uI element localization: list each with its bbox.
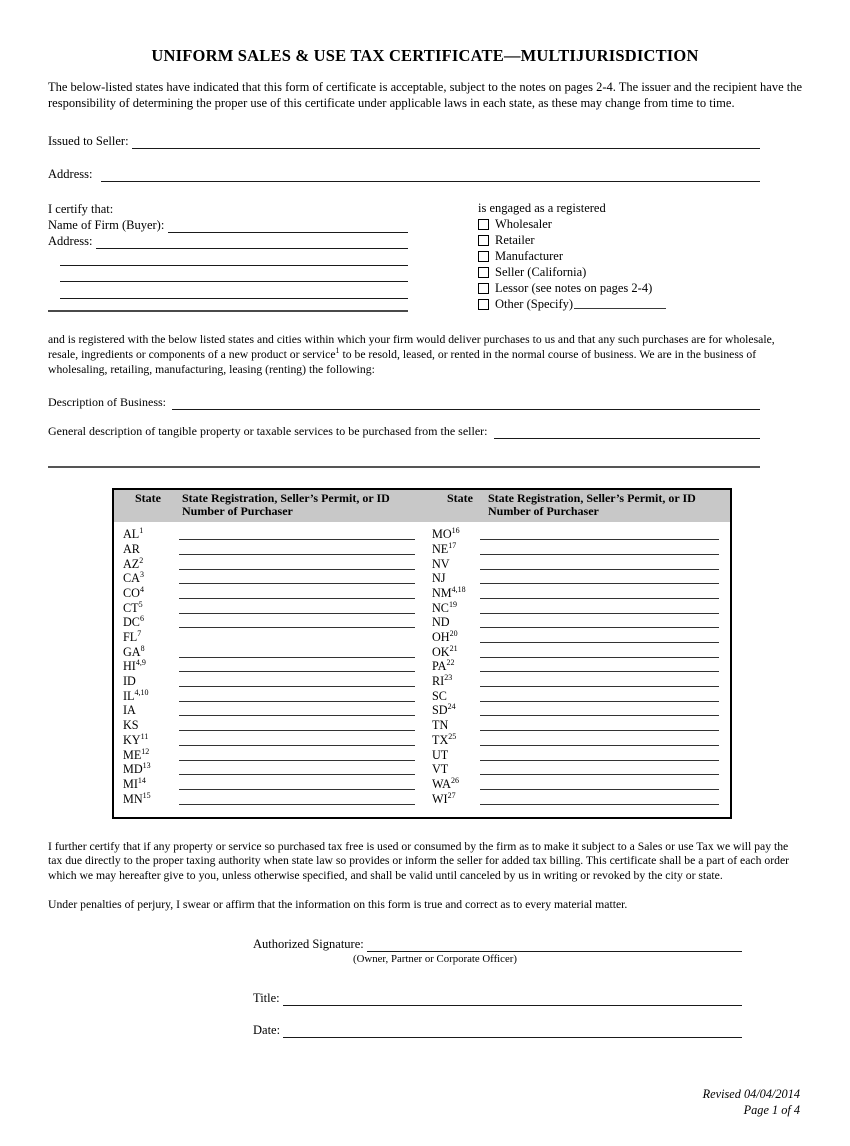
state-abbreviation: CA bbox=[123, 571, 140, 586]
table-right-column bbox=[428, 526, 730, 805]
state-code bbox=[428, 719, 480, 731]
state-footnote-ref: 23 bbox=[444, 673, 453, 683]
state-code bbox=[114, 660, 179, 672]
registration-number-field[interactable] bbox=[480, 574, 719, 584]
state-code bbox=[114, 675, 179, 687]
registration-number-field[interactable] bbox=[179, 545, 415, 555]
state-footnote-ref: 22 bbox=[446, 658, 455, 668]
certify-section bbox=[48, 201, 850, 312]
state-row bbox=[428, 555, 730, 570]
general-description-continuation-field[interactable] bbox=[48, 466, 760, 468]
registration-number-field[interactable] bbox=[480, 530, 719, 540]
state-column-header-2: State bbox=[447, 490, 473, 505]
registration-number-field[interactable] bbox=[480, 692, 719, 702]
seller-address-field[interactable] bbox=[101, 169, 760, 182]
description-of-business-label: Description of Business: bbox=[48, 394, 166, 409]
issued-to-seller-row bbox=[48, 134, 760, 149]
registration-number-field[interactable] bbox=[480, 721, 719, 731]
registration-type-checkbox[interactable] bbox=[478, 283, 489, 294]
state-row bbox=[428, 658, 730, 673]
registration-number-field[interactable] bbox=[480, 618, 719, 628]
state-footnote-ref: 8 bbox=[140, 643, 145, 653]
state-abbreviation: IA bbox=[123, 703, 136, 718]
registration-type-label: Manufacturer bbox=[495, 248, 564, 263]
state-abbreviation: ME bbox=[123, 747, 142, 762]
title-field[interactable] bbox=[283, 993, 742, 1006]
state-code bbox=[114, 704, 179, 716]
firm-name-field[interactable] bbox=[168, 220, 408, 233]
state-abbreviation: SC bbox=[432, 688, 447, 703]
state-code bbox=[428, 584, 480, 600]
state-abbreviation: ND bbox=[432, 615, 450, 630]
state-row bbox=[114, 687, 428, 702]
state-abbreviation: MO bbox=[432, 527, 452, 542]
state-footnote-ref: 19 bbox=[448, 599, 457, 609]
state-abbreviation: MI bbox=[123, 776, 138, 791]
registration-number-field[interactable] bbox=[179, 530, 415, 540]
date-row bbox=[253, 1023, 742, 1038]
registered-states-paragraph bbox=[48, 333, 800, 377]
state-code bbox=[428, 660, 480, 672]
state-row bbox=[428, 584, 730, 599]
authorized-signature-row bbox=[253, 937, 742, 952]
registration-number-field[interactable] bbox=[179, 721, 415, 731]
buyer-address-field[interactable] bbox=[96, 236, 408, 249]
state-row bbox=[428, 540, 730, 555]
registered-paragraph-text-cont: to be resold, leased, or rented in the normal course of business. We are in the business of wholesaling, retailing, manufacturing, leasing (renting) the following: bbox=[48, 348, 757, 376]
state-footnote-ref: 16 bbox=[451, 526, 460, 536]
state-footnote-ref: 4,10 bbox=[134, 687, 149, 697]
state-row bbox=[428, 614, 730, 629]
registration-number-field[interactable] bbox=[179, 780, 415, 790]
registration-type-label: Other (Specify) bbox=[495, 296, 574, 311]
state-code bbox=[428, 775, 480, 791]
table-body bbox=[114, 522, 730, 817]
state-footnote-ref: 27 bbox=[447, 790, 456, 800]
state-code bbox=[114, 731, 179, 747]
general-description-field[interactable] bbox=[494, 426, 761, 439]
state-abbreviation: VT bbox=[432, 762, 449, 777]
state-abbreviation: PA bbox=[432, 659, 447, 674]
state-code bbox=[428, 675, 480, 687]
state-row bbox=[114, 540, 428, 555]
state-row bbox=[428, 526, 730, 541]
state-footnote-ref: 17 bbox=[448, 540, 457, 550]
state-abbreviation: KY bbox=[123, 732, 141, 747]
state-row bbox=[114, 584, 428, 599]
seller-address-row bbox=[48, 167, 760, 182]
state-footnote-ref: 14 bbox=[137, 775, 146, 785]
state-code bbox=[428, 690, 480, 702]
registration-column-header-2: State Registration, Seller’s Permit, or ID Number of Purchaser bbox=[488, 490, 696, 519]
state-code bbox=[114, 746, 179, 762]
registration-type-label: Lessor (see notes on pages 2-4) bbox=[495, 280, 653, 295]
state-code bbox=[428, 572, 480, 584]
state-abbreviation: OH bbox=[432, 630, 450, 645]
other-specify-field[interactable] bbox=[574, 299, 666, 309]
state-row bbox=[428, 746, 730, 761]
registration-number-field[interactable] bbox=[480, 604, 719, 614]
registration-type-checkbox[interactable] bbox=[478, 235, 489, 246]
state-row bbox=[428, 570, 730, 585]
state-code bbox=[428, 558, 480, 570]
registration-type-row bbox=[478, 248, 745, 264]
state-row bbox=[114, 614, 428, 629]
state-column-header: State bbox=[135, 490, 161, 505]
title-label: Title: bbox=[253, 991, 280, 1006]
registration-type-row bbox=[478, 216, 745, 232]
state-row bbox=[114, 790, 428, 805]
general-description-row bbox=[48, 424, 760, 439]
state-registration-table bbox=[112, 488, 732, 819]
registration-number-field[interactable] bbox=[179, 736, 415, 746]
state-code bbox=[428, 790, 480, 806]
further-certify-paragraph: I further certify that if any property or service so purchased tax free is used or consumed by the firm as to make it subject to a Sales or use Tax we will pay the tax due directly to the proper taxing authority when state law so provides or inform the seller for added tax billing. This certificate shall be a part of each order which we may hereafter give to you, unless otherwise specified, and shall be valid until canceled by us in writing or revoked by the city or state. bbox=[48, 839, 790, 882]
registration-number-field[interactable] bbox=[480, 677, 719, 687]
state-code bbox=[428, 616, 480, 628]
state-code bbox=[428, 628, 480, 645]
state-abbreviation: ID bbox=[123, 674, 136, 689]
state-code bbox=[428, 528, 480, 540]
signature-note: (Owner, Partner or Corporate Officer) bbox=[353, 953, 517, 966]
state-abbreviation: CO bbox=[123, 585, 140, 600]
state-code bbox=[428, 749, 480, 761]
state-code bbox=[428, 763, 480, 775]
registration-number-field[interactable] bbox=[480, 545, 719, 555]
state-abbreviation: IL bbox=[123, 688, 135, 703]
registration-number-field[interactable] bbox=[480, 795, 719, 805]
state-code bbox=[114, 687, 179, 703]
general-description-label: General description of tangible property or taxable services to be purchased from the seller: bbox=[48, 423, 488, 438]
section-divider bbox=[48, 310, 408, 312]
state-footnote-ref: 15 bbox=[142, 790, 151, 800]
state-footnote-ref: 4,9 bbox=[135, 658, 146, 668]
state-row bbox=[114, 628, 428, 643]
registration-type-label: Wholesaler bbox=[495, 216, 552, 231]
registration-type-row bbox=[478, 280, 745, 296]
state-code bbox=[114, 628, 179, 645]
title-row bbox=[253, 991, 742, 1006]
issued-to-seller-field[interactable] bbox=[132, 136, 760, 149]
state-row bbox=[114, 658, 428, 673]
page-number: Page 1 of 4 bbox=[743, 1103, 800, 1117]
registration-number-field[interactable] bbox=[480, 662, 719, 672]
registration-number-field[interactable] bbox=[179, 604, 415, 614]
state-abbreviation: NE bbox=[432, 541, 449, 556]
state-row bbox=[114, 526, 428, 541]
registration-type-row bbox=[478, 232, 745, 248]
state-abbreviation: GA bbox=[123, 644, 141, 659]
state-footnote-ref: 20 bbox=[449, 628, 458, 638]
state-row bbox=[114, 775, 428, 790]
state-abbreviation: WI bbox=[432, 791, 448, 806]
registration-number-field[interactable] bbox=[480, 706, 719, 716]
buyer-address-line-3[interactable] bbox=[60, 266, 408, 283]
perjury-paragraph: Under penalties of perjury, I swear or affirm that the information on this form is true and correct as to every material matter. bbox=[48, 897, 628, 911]
state-footnote-ref: 2 bbox=[139, 555, 144, 565]
state-row bbox=[428, 775, 730, 790]
state-code bbox=[114, 584, 179, 600]
state-footnote-ref: 25 bbox=[448, 731, 457, 741]
state-abbreviation: TN bbox=[432, 718, 449, 733]
state-row bbox=[428, 731, 730, 746]
registration-number-field[interactable] bbox=[480, 736, 719, 746]
registration-type-label: Seller (California) bbox=[495, 264, 587, 279]
state-abbreviation: HI bbox=[123, 659, 136, 674]
registration-column-header: State Registration, Seller’s Permit, or ID Number of Purchaser bbox=[182, 490, 390, 519]
state-abbreviation: MN bbox=[123, 791, 143, 806]
state-abbreviation: NV bbox=[432, 556, 450, 571]
state-code bbox=[114, 719, 179, 731]
state-code bbox=[114, 643, 179, 659]
registration-number-field[interactable] bbox=[480, 589, 719, 599]
page-footer bbox=[703, 1086, 800, 1118]
state-abbreviation: RI bbox=[432, 674, 445, 689]
state-code bbox=[114, 775, 179, 791]
registration-number-field[interactable] bbox=[480, 633, 719, 643]
state-row bbox=[114, 599, 428, 614]
page-title: UNIFORM SALES & USE TAX CERTIFICATE—MULTIJURISDICTION bbox=[151, 46, 699, 65]
state-abbreviation: NM bbox=[432, 585, 452, 600]
state-abbreviation: UT bbox=[432, 747, 449, 762]
state-code bbox=[114, 572, 179, 584]
state-footnote-ref: 5 bbox=[138, 599, 143, 609]
state-row bbox=[428, 672, 730, 687]
registration-number-field[interactable] bbox=[179, 795, 415, 805]
state-row bbox=[114, 702, 428, 717]
state-row bbox=[114, 731, 428, 746]
buyer-address-row bbox=[48, 233, 408, 249]
date-label: Date: bbox=[253, 1023, 281, 1038]
certify-label-row bbox=[48, 201, 408, 217]
registration-number-field[interactable] bbox=[179, 589, 415, 599]
registration-number-field[interactable] bbox=[179, 765, 415, 775]
state-footnote-ref: 13 bbox=[142, 761, 151, 771]
registration-type-checkbox[interactable] bbox=[478, 267, 489, 278]
state-footnote-ref: 26 bbox=[450, 775, 459, 785]
state-row bbox=[114, 716, 428, 731]
registration-number-field[interactable] bbox=[179, 560, 415, 570]
state-abbreviation: DC bbox=[123, 615, 140, 630]
date-field[interactable] bbox=[283, 1025, 742, 1038]
state-footnote-ref: 1 bbox=[139, 526, 144, 536]
registration-number-field[interactable] bbox=[179, 618, 415, 628]
authorized-signature-label: Authorized Signature: bbox=[253, 937, 364, 952]
registration-number-field[interactable] bbox=[179, 662, 415, 672]
state-row bbox=[428, 643, 730, 658]
state-code bbox=[114, 543, 179, 555]
signature-section bbox=[253, 937, 742, 1038]
registration-number-field[interactable] bbox=[480, 648, 719, 658]
state-abbreviation: CT bbox=[123, 600, 139, 615]
registration-number-field[interactable] bbox=[480, 560, 719, 570]
state-row bbox=[428, 761, 730, 776]
state-row bbox=[428, 628, 730, 643]
table-header-row bbox=[114, 490, 730, 522]
state-abbreviation: WA bbox=[432, 776, 451, 791]
intro-paragraph: The below-listed states have indicated that this form of certificate is acceptable, subject to the notes on pages 2-4. The issuer and the recipient have the responsibility of determining the proper use of this certificate under applicable laws in each state, as these may change from time to time. bbox=[48, 80, 803, 110]
state-code bbox=[114, 790, 179, 806]
registration-number-field[interactable] bbox=[179, 677, 415, 687]
footnote-ref: 1 bbox=[335, 346, 340, 356]
state-abbreviation: NJ bbox=[432, 571, 446, 586]
state-code bbox=[114, 555, 179, 571]
description-of-business-row bbox=[48, 395, 760, 410]
state-footnote-ref: 21 bbox=[449, 643, 458, 653]
registration-number-field[interactable] bbox=[480, 765, 719, 775]
registration-number-field[interactable] bbox=[480, 780, 719, 790]
state-footnote-ref: 4 bbox=[139, 584, 144, 594]
state-code bbox=[114, 763, 179, 775]
state-footnote-ref: 11 bbox=[140, 731, 149, 741]
revised-date: Revised 04/04/2014 bbox=[702, 1087, 800, 1101]
state-code bbox=[428, 643, 480, 659]
state-abbreviation: KS bbox=[123, 718, 139, 733]
state-abbreviation: SD bbox=[432, 703, 448, 718]
registration-number-field[interactable] bbox=[179, 692, 415, 702]
seller-address-label: Address: bbox=[48, 167, 93, 182]
registration-number-field[interactable] bbox=[480, 751, 719, 761]
registration-number-field[interactable] bbox=[179, 574, 415, 584]
registration-type-checkbox[interactable] bbox=[478, 299, 489, 310]
state-abbreviation: OK bbox=[432, 644, 450, 659]
state-row bbox=[428, 599, 730, 614]
state-footnote-ref: 24 bbox=[447, 702, 456, 712]
state-footnote-ref: 6 bbox=[139, 614, 144, 624]
state-code bbox=[428, 704, 480, 716]
description-of-business-field[interactable] bbox=[172, 397, 760, 410]
buyer-address-line-2[interactable] bbox=[60, 249, 408, 266]
state-row bbox=[114, 761, 428, 776]
state-abbreviation: TX bbox=[432, 732, 449, 747]
state-abbreviation: AL bbox=[123, 527, 140, 542]
registration-type-row bbox=[478, 296, 745, 312]
registration-number-field[interactable] bbox=[179, 751, 415, 761]
state-footnote-ref: 4,18 bbox=[451, 584, 466, 594]
registration-number-field[interactable] bbox=[179, 648, 415, 658]
state-footnote-ref: 3 bbox=[139, 570, 144, 580]
state-row bbox=[114, 570, 428, 585]
state-code bbox=[114, 616, 179, 628]
issued-to-seller-label: Issued to Seller: bbox=[48, 134, 129, 149]
state-abbreviation: NC bbox=[432, 600, 449, 615]
state-abbreviation: MD bbox=[123, 762, 143, 777]
state-code bbox=[428, 731, 480, 747]
firm-name-row bbox=[48, 217, 408, 233]
state-row bbox=[114, 555, 428, 570]
state-abbreviation: AR bbox=[123, 541, 140, 556]
buyer-address-label: Address: bbox=[48, 234, 93, 249]
state-code bbox=[114, 528, 179, 540]
state-row bbox=[428, 790, 730, 805]
authorized-signature-field[interactable] bbox=[367, 939, 742, 952]
registration-type-list bbox=[478, 216, 745, 312]
registration-type-label: Retailer bbox=[495, 232, 535, 247]
state-row bbox=[114, 746, 428, 761]
state-row bbox=[428, 702, 730, 717]
registered-paragraph-text: and is registered with the below listed states and cities within which your firm would deliver purchases to us and that any such purchases are for wholesale, resale, ingredients or components of a new product or service bbox=[48, 333, 775, 362]
registration-type-checkbox[interactable] bbox=[478, 219, 489, 230]
state-code bbox=[114, 599, 179, 615]
tax-certificate-page bbox=[0, 46, 850, 1146]
state-footnote-ref: 7 bbox=[137, 628, 142, 638]
firm-name-label: Name of Firm (Buyer): bbox=[48, 218, 165, 233]
state-code bbox=[428, 540, 480, 556]
buyer-info-column bbox=[48, 201, 408, 312]
state-row bbox=[114, 672, 428, 687]
state-abbreviation: AZ bbox=[123, 556, 140, 571]
registration-type-checkbox[interactable] bbox=[478, 251, 489, 262]
state-code bbox=[428, 599, 480, 615]
buyer-address-line-4[interactable] bbox=[60, 282, 408, 299]
certify-label: I certify that: bbox=[48, 202, 114, 217]
state-row bbox=[114, 643, 428, 658]
registration-type-column bbox=[478, 201, 745, 312]
table-left-column bbox=[114, 526, 428, 805]
state-footnote-ref: 12 bbox=[141, 746, 150, 756]
registration-type-row bbox=[478, 264, 745, 280]
registration-number-field[interactable] bbox=[179, 706, 415, 716]
engaged-as-label: is engaged as a registered bbox=[478, 201, 606, 216]
state-abbreviation: FL bbox=[123, 630, 138, 645]
state-row bbox=[428, 716, 730, 731]
state-row bbox=[428, 687, 730, 702]
